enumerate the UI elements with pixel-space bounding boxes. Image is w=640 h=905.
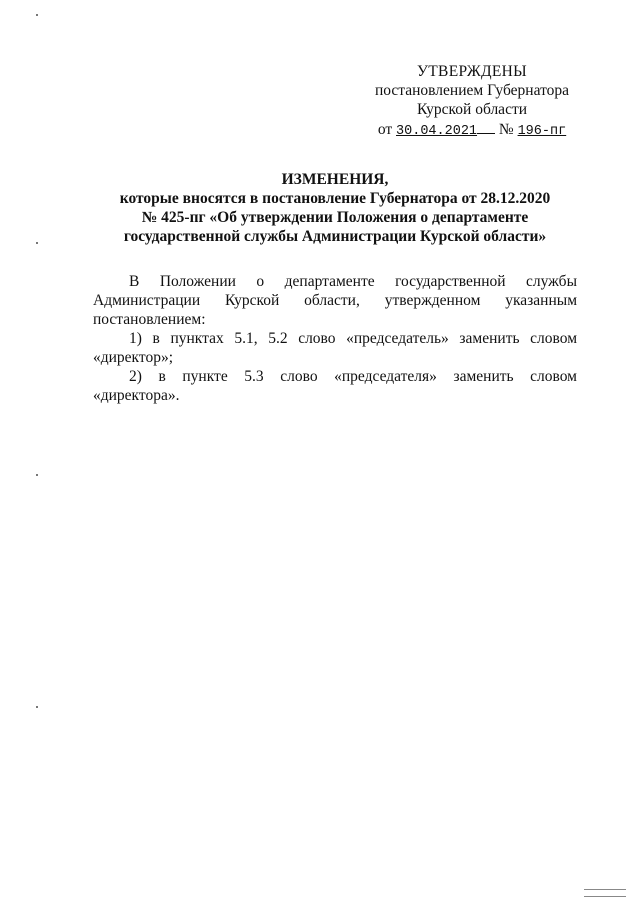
document-heading <box>100 170 570 246</box>
heading-line-2: № 425-пг «Об утверждении Положения о департаменте <box>141 209 529 226</box>
footer-marks <box>584 889 626 897</box>
approval-date-line <box>372 119 572 141</box>
scan-mark <box>36 14 38 16</box>
heading-line-1: которые вносятся в постановление Губернатора от 28.12.2020 <box>119 190 551 207</box>
heading-title: ИЗМЕНЕНИЯ, <box>281 171 389 188</box>
document-body <box>93 272 577 405</box>
approval-stamp <box>372 62 572 141</box>
number-prefix: № <box>498 121 514 138</box>
heading-line-3: государственной службы Администрации Курской области» <box>123 228 547 245</box>
body-item-1: 1) в пунктах 5.1, 5.2 слово «председатель» заменить словом «директор»; <box>93 330 577 366</box>
approval-line-1: постановлением Губернатора <box>374 82 570 99</box>
approval-title: УТВЕРЖДЕНЫ <box>417 63 527 80</box>
approval-line-2: Курской области <box>416 101 528 118</box>
body-paragraph: В Положении о департаменте государственной службы Администрации Курской области, утвержденном указанным постановлением: <box>93 273 577 328</box>
date-prefix: от <box>377 121 393 138</box>
approval-date: 30.04.2021 <box>396 124 478 139</box>
scan-mark <box>36 474 38 476</box>
date-underline <box>477 119 495 134</box>
approval-number: 196-пг <box>517 124 567 139</box>
scan-mark <box>36 706 38 708</box>
scan-mark <box>36 242 38 244</box>
body-item-2: 2) в пункте 5.3 слово «председателя» заменить словом «директора». <box>93 368 577 404</box>
